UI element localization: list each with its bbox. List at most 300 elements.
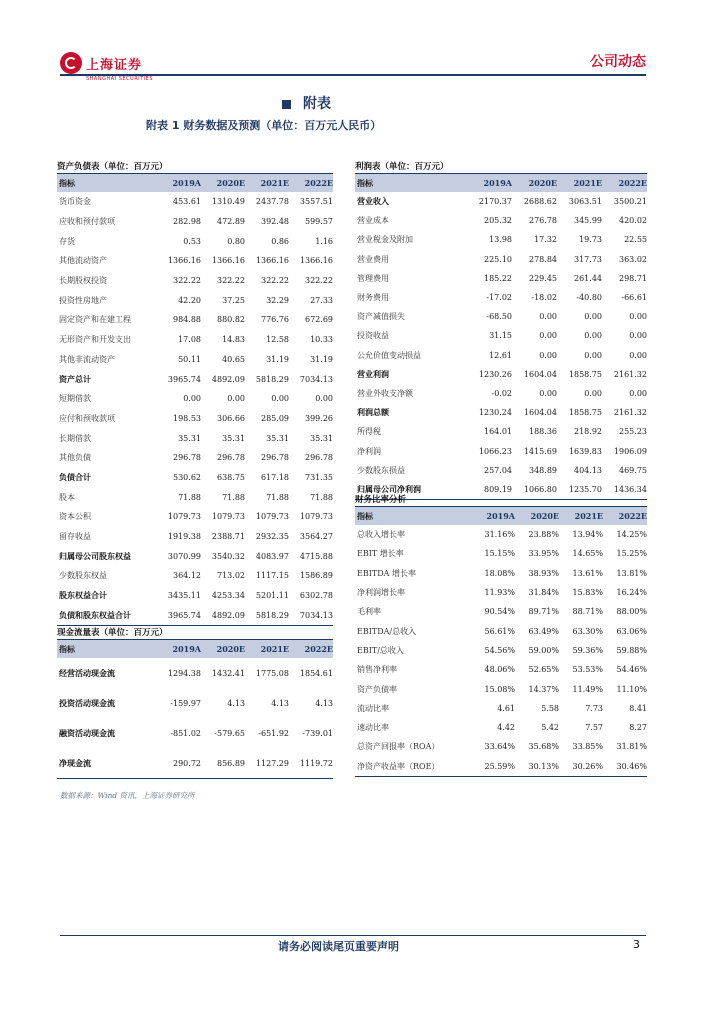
page-number: 3 [633, 938, 640, 951]
header-year: 2019A [172, 644, 201, 654]
row-value: 1906.09 [613, 446, 647, 456]
row-value: 469.75 [619, 465, 647, 475]
header-label: 指标 [59, 178, 75, 188]
header-year: 2022E [618, 178, 647, 188]
row-label: 留存收益 [59, 532, 91, 542]
row-value: 296.78 [217, 453, 245, 463]
balance-sheet-table [57, 160, 333, 626]
row-value: 54.56% [484, 645, 515, 655]
row-value: 17.32 [534, 235, 557, 245]
header-label: 指标 [357, 511, 373, 521]
row-value: 7034.13 [299, 610, 333, 620]
row-value: -0.02 [491, 388, 512, 398]
row-value: 0.00 [539, 312, 557, 322]
row-value: 42.20 [178, 295, 201, 305]
row-value: -66.61 [621, 293, 647, 303]
table-row [57, 251, 333, 271]
table-row [355, 699, 647, 718]
row-value: 285.09 [261, 413, 289, 423]
table-row [355, 326, 647, 345]
header-year: 2020E [216, 178, 245, 188]
row-value: 31.19 [266, 354, 289, 364]
header-year: 2020E [530, 511, 559, 521]
doc-type-label: 公司动态 [590, 54, 646, 70]
row-label: 净利润增长率 [357, 588, 405, 598]
row-value: 276.78 [529, 216, 557, 226]
row-label: 营业收入 [357, 197, 389, 207]
row-value: 4892.09 [211, 374, 245, 384]
row-label: 净现金流 [59, 758, 91, 768]
row-value: 0.00 [629, 350, 647, 360]
row-value: 11.10% [616, 684, 647, 694]
row-label: 少数股东损益 [357, 465, 405, 475]
row-value: 298.71 [619, 273, 647, 283]
row-label: 净资产收益率（ROE） [357, 761, 440, 771]
row-label: 营业外收支净额 [357, 388, 413, 398]
row-value: 322.22 [305, 276, 333, 286]
row-value: 59.00% [528, 645, 559, 655]
table-row [355, 757, 647, 777]
row-value: 10.33 [310, 335, 333, 345]
row-value: 0.86 [271, 236, 289, 246]
row-label: 公允价值变动损益 [357, 350, 421, 360]
row-value: 33.85% [572, 742, 603, 752]
table-row [57, 487, 333, 507]
row-label: 销售净利率 [357, 665, 397, 675]
row-label: 负债合计 [59, 472, 91, 482]
row-value: 5818.29 [255, 374, 289, 384]
header-year: 2021E [260, 178, 289, 188]
row-value: 37.25 [222, 295, 245, 305]
row-value: 0.00 [227, 394, 245, 404]
row-value: 0.80 [227, 236, 245, 246]
header-year: 2021E [573, 178, 602, 188]
row-value: 3435.11 [167, 591, 201, 601]
row-value: 1066.80 [523, 484, 557, 494]
row-value: 2170.37 [478, 197, 512, 207]
row-value: 7.57 [585, 723, 603, 733]
row-value: 1604.04 [523, 408, 557, 418]
row-value: 880.82 [217, 315, 245, 325]
row-value: 472.89 [217, 217, 245, 227]
row-label: 资产减值损失 [357, 312, 405, 322]
row-value: 296.78 [261, 453, 289, 463]
header-year: 2020E [528, 178, 557, 188]
row-value: 5.42 [541, 723, 559, 733]
row-value: 13.61% [572, 568, 603, 578]
row-value: 4253.34 [211, 591, 245, 601]
row-value: 11.49% [572, 684, 603, 694]
row-value: 1639.83 [568, 446, 602, 456]
row-value: 278.84 [529, 254, 557, 264]
row-value: 0.00 [629, 388, 647, 398]
row-value: 8.41 [629, 703, 647, 713]
row-value: 404.13 [574, 465, 602, 475]
row-value: -579.65 [214, 728, 245, 738]
row-label: EBIT 增长率 [357, 549, 404, 559]
row-value: 40.65 [222, 354, 245, 364]
logo-text: 上海证券 [86, 57, 143, 73]
row-label: 融资活动现金流 [59, 728, 115, 738]
row-value: 225.10 [484, 254, 512, 264]
row-value: 4.42 [497, 723, 515, 733]
header-year: 2019A [172, 178, 201, 188]
table-row [57, 507, 333, 527]
row-value: 1366.16 [167, 256, 201, 266]
table-row [57, 428, 333, 448]
row-value: 713.02 [217, 571, 245, 581]
row-label: 无形资产和开发支出 [59, 335, 131, 345]
row-value: 1432.41 [211, 668, 245, 678]
row-label: 毛利率 [357, 607, 381, 617]
table-row [57, 330, 333, 350]
row-value: 13.81% [616, 568, 647, 578]
row-value: 306.66 [217, 413, 245, 423]
row-label: 投资性房地产 [59, 295, 107, 305]
row-label: 货币资金 [59, 197, 91, 207]
row-label: 资产总计 [59, 374, 91, 384]
row-label: 存货 [59, 236, 75, 246]
table-row [57, 350, 333, 370]
table-header-row [355, 507, 647, 525]
row-value: 33.95% [528, 549, 559, 559]
table-row [355, 250, 647, 269]
row-value: 1586.89 [299, 571, 333, 581]
row-value: 3063.51 [568, 197, 602, 207]
row-value: 18.08% [484, 568, 515, 578]
row-value: 205.32 [484, 216, 512, 226]
row-value: -17.02 [486, 293, 512, 303]
row-label: 投资活动现金流 [59, 698, 115, 708]
table-row [355, 269, 647, 288]
row-value: 35.31 [266, 433, 289, 443]
row-value: -851.02 [170, 728, 201, 738]
row-label: 其他流动资产 [59, 256, 107, 266]
row-value: 185.22 [484, 273, 512, 283]
row-value: 3070.99 [167, 551, 201, 561]
row-value: 30.26% [572, 761, 603, 771]
table-header-row [57, 640, 333, 658]
row-value: -40.80 [576, 293, 602, 303]
table-row [355, 679, 647, 698]
row-value: 3557.51 [299, 197, 333, 207]
table-row [57, 566, 333, 586]
row-value: 15.15% [484, 549, 515, 559]
table-row [355, 441, 647, 460]
row-value: 1079.73 [299, 512, 333, 522]
row-value: 1230.26 [478, 369, 512, 379]
row-value: 290.72 [173, 758, 201, 768]
row-value: 348.89 [529, 465, 557, 475]
row-value: 3564.27 [299, 532, 333, 542]
row-value: 198.53 [173, 413, 201, 423]
row-label: EBIT/总收入 [357, 645, 404, 655]
row-label: 所得税 [357, 427, 381, 437]
table-row [57, 546, 333, 566]
row-value: 322.22 [261, 276, 289, 286]
row-value: 14.83 [222, 335, 245, 345]
row-value: 27.33 [310, 295, 333, 305]
row-label: EBITDA 增长率 [357, 568, 416, 578]
appendix-title: 附表 [303, 96, 331, 112]
row-value: -739.01 [302, 728, 333, 738]
row-value: 4.61 [497, 703, 515, 713]
row-value: 363.02 [619, 254, 647, 264]
table-row [355, 718, 647, 737]
row-value: 345.99 [574, 216, 602, 226]
row-value: 4892.09 [211, 610, 245, 620]
table-row [57, 310, 333, 330]
row-value: 1310.49 [211, 197, 245, 207]
table-row [57, 212, 333, 232]
row-value: 1775.08 [255, 668, 289, 678]
row-value: 5818.29 [255, 610, 289, 620]
row-label: 负债和股东权益合计 [59, 610, 131, 620]
row-value: 1366.16 [255, 256, 289, 266]
row-value: 31.15 [489, 331, 512, 341]
row-value: 392.48 [261, 217, 289, 227]
row-value: 1119.72 [299, 758, 333, 768]
row-value: 1079.73 [167, 512, 201, 522]
row-value: 1415.69 [523, 446, 557, 456]
row-value: 16.24% [616, 588, 647, 598]
row-value: 59.88% [616, 645, 647, 655]
table-row [57, 748, 333, 779]
table-row [355, 384, 647, 403]
row-value: 35.31 [178, 433, 201, 443]
row-value: 731.35 [305, 472, 333, 482]
row-value: 6302.78 [299, 591, 333, 601]
row-value: 282.98 [173, 217, 201, 227]
row-value: 15.25% [616, 549, 647, 559]
row-label: 流动比率 [357, 703, 389, 713]
row-value: 31.16% [484, 530, 515, 540]
appendix-heading [282, 93, 331, 113]
row-value: -18.02 [531, 293, 557, 303]
row-value: 322.22 [173, 276, 201, 286]
row-value: 1117.15 [255, 571, 289, 581]
row-value: 14.37% [528, 684, 559, 694]
row-value: 776.76 [261, 315, 289, 325]
row-value: 7034.13 [299, 374, 333, 384]
row-value: -68.50 [486, 312, 512, 322]
table-row [355, 230, 647, 249]
row-label: 营业税金及附加 [357, 235, 413, 245]
row-value: 1230.24 [478, 408, 512, 418]
table-row [355, 192, 647, 211]
row-value: 17.08 [178, 335, 201, 345]
header-year: 2022E [304, 644, 333, 654]
table-row [57, 658, 333, 688]
row-value: 1127.29 [255, 758, 289, 768]
logo-mark-icon [60, 52, 82, 74]
row-label: 营业费用 [357, 254, 389, 264]
row-value: 1235.70 [568, 484, 602, 494]
row-value: 56.61% [484, 626, 515, 636]
row-label: 净利润 [357, 446, 381, 456]
table-row [57, 231, 333, 251]
row-label: 其他非流动资产 [59, 354, 115, 364]
row-value: -651.92 [258, 728, 289, 738]
table-heading: 财务比率分析 [355, 493, 647, 507]
row-value: 14.65% [572, 549, 603, 559]
row-value: 48.06% [484, 665, 515, 675]
header-year: 2019A [486, 511, 515, 521]
row-value: 984.88 [173, 315, 201, 325]
row-value: 4.13 [227, 698, 245, 708]
row-value: 4.13 [271, 698, 289, 708]
row-value: 255.23 [619, 427, 647, 437]
row-value: 54.46% [616, 665, 647, 675]
header-year: 2020E [216, 644, 245, 654]
logo-subtext: SHANGHAI SECURITIES [86, 76, 154, 82]
row-value: 1.16 [315, 236, 333, 246]
table-row [57, 448, 333, 468]
row-value: 2437.78 [255, 197, 289, 207]
row-value: 2161.32 [613, 408, 647, 418]
row-label: 利润总额 [357, 408, 389, 418]
row-label: 营业成本 [357, 216, 389, 226]
table-row [355, 737, 647, 756]
row-value: 0.00 [539, 388, 557, 398]
row-label: 总资产回报率（ROA） [357, 742, 440, 752]
row-label: 短期借款 [59, 394, 91, 404]
row-value: 1079.73 [255, 512, 289, 522]
table-row [57, 605, 333, 626]
row-value: 52.65% [528, 665, 559, 675]
row-value: 364.12 [173, 571, 201, 581]
row-value: 30.46% [616, 761, 647, 771]
row-label: 资本公积 [59, 512, 91, 522]
table-row [355, 621, 647, 640]
row-value: 317.73 [574, 254, 602, 264]
row-value: 809.19 [484, 484, 512, 494]
row-value: 50.11 [178, 354, 201, 364]
row-value: 23.88% [528, 530, 559, 540]
row-value: 7.73 [585, 703, 603, 713]
header-year: 2022E [304, 178, 333, 188]
row-label: 财务费用 [357, 293, 389, 303]
row-value: 88.00% [616, 607, 647, 617]
row-value: 0.53 [183, 236, 201, 246]
row-value: 453.61 [173, 197, 201, 207]
table-row [355, 403, 647, 422]
row-value: 11.93% [484, 588, 515, 598]
row-value: 3965.74 [167, 374, 201, 384]
footer-divider [60, 935, 646, 936]
row-value: 322.22 [217, 276, 245, 286]
row-value: 3540.32 [211, 551, 245, 561]
row-value: 88.71% [572, 607, 603, 617]
table-row [355, 288, 647, 307]
row-value: -159.97 [170, 698, 201, 708]
row-label: 归属母公司股东权益 [59, 551, 131, 561]
row-value: 4715.88 [299, 551, 333, 561]
row-value: 530.62 [173, 472, 201, 482]
table-row [57, 369, 333, 389]
row-value: 63.30% [572, 626, 603, 636]
row-value: 71.88 [266, 492, 289, 502]
row-value: 5201.11 [255, 591, 289, 601]
row-value: 188.36 [529, 427, 557, 437]
row-value: 38.93% [528, 568, 559, 578]
row-value: 2932.35 [255, 532, 289, 542]
row-label: 归属母公司净利润 [357, 484, 421, 494]
income-statement-table [355, 160, 647, 500]
table-row [355, 365, 647, 384]
table-row [57, 586, 333, 606]
table-row [355, 583, 647, 602]
row-label: 投资收益 [357, 331, 389, 341]
row-value: 35.68% [528, 742, 559, 752]
row-value: 638.75 [217, 472, 245, 482]
table-row [355, 525, 647, 544]
row-label: 总收入增长率 [357, 530, 405, 540]
table-row [57, 688, 333, 718]
row-value: 1854.61 [299, 668, 333, 678]
row-value: 0.00 [183, 394, 201, 404]
row-value: 2688.62 [523, 197, 557, 207]
company-logo [60, 52, 142, 74]
table-title: 附表 1 财务数据及预测（单位：百万元人民币） [146, 119, 382, 132]
row-value: 1858.75 [568, 408, 602, 418]
row-value: 257.04 [484, 465, 512, 475]
row-value: 4.13 [315, 698, 333, 708]
table-row [355, 544, 647, 563]
row-value: 14.25% [616, 530, 647, 540]
row-label: 其他负债 [59, 453, 91, 463]
cash-flow-table [57, 626, 333, 779]
table-row [57, 409, 333, 429]
row-value: 63.06% [616, 626, 647, 636]
table-heading: 利润表（单位：百万元） [355, 160, 647, 174]
row-value: 89.71% [528, 607, 559, 617]
table-row [355, 211, 647, 230]
row-value: 0.00 [539, 350, 557, 360]
row-value: 15.08% [484, 684, 515, 694]
row-value: 399.26 [305, 413, 333, 423]
row-value: 12.61 [489, 350, 512, 360]
row-value: 1366.16 [211, 256, 245, 266]
row-label: 少数股东权益 [59, 571, 107, 581]
table-header-row [355, 174, 647, 192]
row-value: 1294.38 [167, 668, 201, 678]
table-row [355, 461, 647, 480]
row-value: 0.00 [629, 312, 647, 322]
row-value: 31.81% [616, 742, 647, 752]
row-value: 3500.21 [613, 197, 647, 207]
row-value: 0.00 [584, 388, 602, 398]
row-value: 63.49% [528, 626, 559, 636]
row-value: 19.73 [579, 235, 602, 245]
table-row [355, 346, 647, 365]
row-value: 90.54% [484, 607, 515, 617]
row-value: 25.59% [484, 761, 515, 771]
row-label: 长期借款 [59, 433, 91, 443]
row-value: 31.84% [528, 588, 559, 598]
row-label: 股本 [59, 492, 75, 502]
row-value: 218.92 [574, 427, 602, 437]
row-label: 营业利润 [357, 369, 389, 379]
header-year: 2021E [260, 644, 289, 654]
row-value: 31.19 [310, 354, 333, 364]
row-value: 599.57 [305, 217, 333, 227]
row-value: 13.98 [489, 235, 512, 245]
row-value: 22.55 [624, 235, 647, 245]
row-value: 35.31 [310, 433, 333, 443]
row-value: 0.00 [584, 331, 602, 341]
row-value: 0.00 [315, 394, 333, 404]
